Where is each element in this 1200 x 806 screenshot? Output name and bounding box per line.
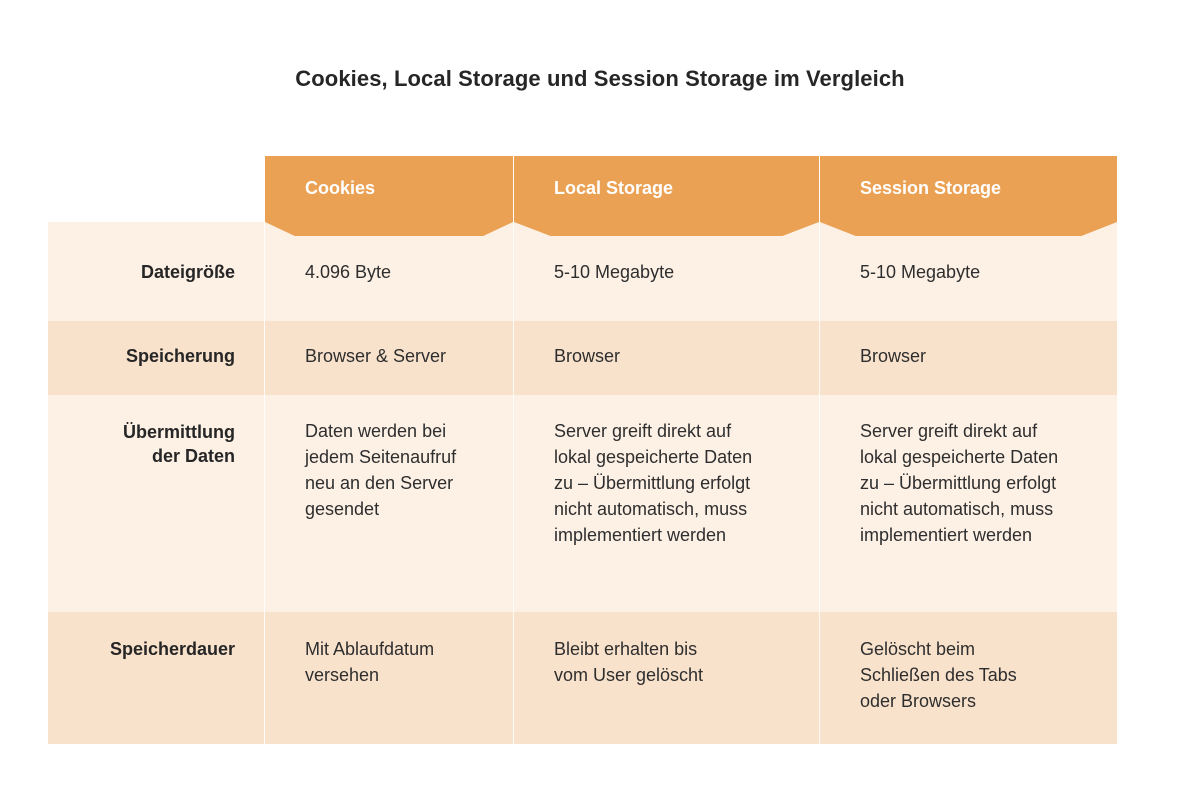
header-arrow [265,222,513,236]
column-header-local-storage: Local Storage [514,156,819,222]
table-cell: 5-10 Megabyte [860,262,981,282]
table-cell: 4.096 Byte [305,262,392,282]
column-header-cookies: Cookies [265,156,513,222]
column-header-session-storage: Session Storage [820,156,1117,222]
row-label-transmission: Übermittlung der Daten [123,422,235,466]
header-arrow [820,222,1117,236]
column-divider [264,156,265,744]
table-cell: Browser [860,346,927,366]
table-cell: Mit Ablaufdatum versehen [305,639,435,685]
table-cell: Gelöscht beim Schließen des Tabs oder Browsers [860,639,1017,711]
column-divider [819,156,820,744]
table-cell: Browser [554,346,621,366]
page-title: Cookies, Local Storage und Session Storage im Vergleich [295,66,905,91]
table-cell: Browser & Server [305,346,447,366]
header-arrow [514,222,819,236]
row-label-storage: Speicherung [125,346,235,366]
table-cell: Daten werden bei jedem Seitenaufruf neu an den Server gesendet [305,421,457,519]
table-cell: Bleibt erhalten bis vom User gelöscht [554,639,704,685]
row-label-duration: Speicherdauer [109,639,235,659]
table-cell: Server greift direkt auf lokal gespeicherte Daten zu – Übermittlung erfolgt nicht automatisch, muss implementiert werden [554,421,753,545]
table-cell: 5-10 Megabyte [554,262,675,282]
table-cell: Server greift direkt auf lokal gespeicherte Daten zu – Übermittlung erfolgt nicht automatisch, muss implementiert werden [860,421,1059,545]
comparison-table [48,156,1117,744]
row-label-file-size: Dateigröße [140,262,235,282]
column-divider [513,156,514,744]
